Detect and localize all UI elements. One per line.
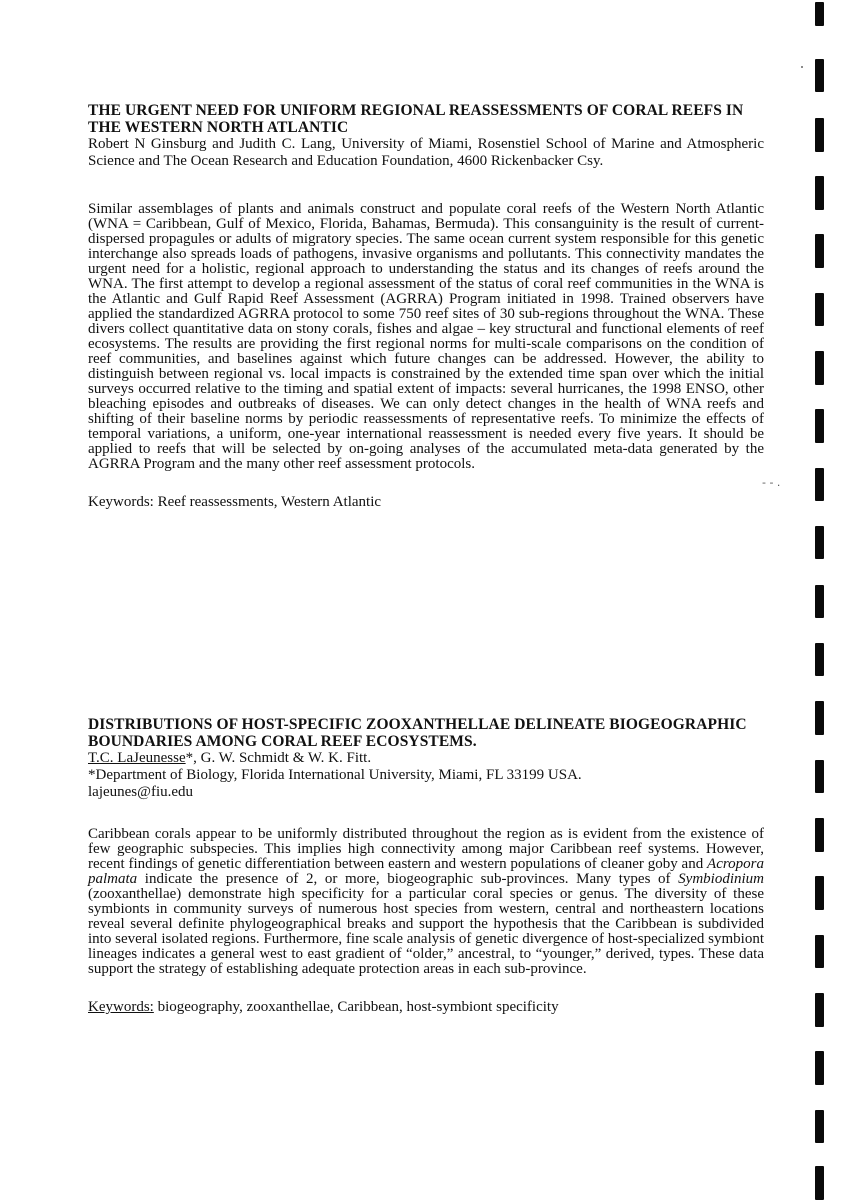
binding-bar <box>815 993 824 1027</box>
abstract-zooxanthellae <box>88 716 764 1016</box>
body-segment: Caribbean corals appear to be uniformly distributed throughout the region as is evident from the existence of few geographic subspecies. This implies high connectivity among major Caribbean reef systems. However, recent findings of genetic differentiation between eastern and western populations of cleaner goby and <box>88 826 764 872</box>
binding-bar <box>815 293 824 326</box>
binding-bar <box>815 176 824 210</box>
keywords-label: Keywords: <box>88 999 154 1015</box>
binding-bar <box>815 818 824 852</box>
scan-speck <box>801 66 803 68</box>
binding-marks <box>815 0 829 1200</box>
binding-bar <box>815 409 824 443</box>
binding-bar <box>815 526 824 559</box>
abstract-title: THE URGENT NEED FOR UNIFORM REGIONAL REASSESSMENTS OF CORAL REEFS IN THE WESTERN NORTH ATLANTIC <box>88 102 744 136</box>
body-segment: indicate the presence of 2, or more, biogeographic sub-provinces. Many types of <box>137 871 679 887</box>
abstract-keywords <box>88 999 764 1016</box>
binding-bar <box>815 585 824 618</box>
abstract-reef-reassessments <box>88 102 764 511</box>
abstract-authors <box>88 750 764 767</box>
binding-bar <box>815 1166 824 1200</box>
keywords-label: Keywords: <box>88 494 154 510</box>
keywords-text: Reef reassessments, Western Atlantic <box>157 494 382 510</box>
abstract-body <box>88 827 764 977</box>
binding-bar <box>815 2 824 26</box>
binding-bar <box>815 118 824 152</box>
abstract-title: DISTRIBUTIONS OF HOST-SPECIFIC ZOOXANTHELLAE DELINEATE BIOGEOGRAPHIC BOUNDARIES AMONG CORAL REEF ECOSYSTEMS. <box>88 716 747 750</box>
abstract-email: lajeunes@fiu.edu <box>88 784 194 800</box>
binding-bar <box>815 59 824 92</box>
body-segment: (zooxanthellae) demonstrate high specificity for a particular coral species or genus. The diversity of these symbionts in community surveys of numerous host species from western, central and northeastern locations reveal several definite phylogeographical breaks and support the hypothesis that the Caribbean is subdivided into several isolated regions. Furthermore, fine scale analysis of genetic divergence of host-specialized symbiont lineages indicates a general west to east gradient of “older,” ancestral, to “younger,” derived, types. These data support the strategy of establishing adequate protection areas in each sub-province. <box>88 886 764 977</box>
genus-name-symbiodinium: Symbiodinium <box>678 871 764 887</box>
lead-author: T.C. LaJeunesse <box>88 750 186 766</box>
binding-bar <box>815 234 824 268</box>
keywords-text: biogeography, zooxanthellae, Caribbean, host-symbiont specificity <box>153 999 559 1015</box>
co-authors: *, G. W. Schmidt & W. K. Fitt. <box>185 750 372 766</box>
binding-bar <box>815 351 824 385</box>
binding-bar <box>815 876 824 910</box>
binding-bar <box>815 1051 824 1085</box>
margin-mark: - - . <box>762 476 781 489</box>
abstract-affiliation: *Department of Biology, Florida International University, Miami, FL 33199 USA. <box>88 767 582 783</box>
binding-bar <box>815 1110 824 1143</box>
abstract-authors: Robert N Ginsburg and Judith C. Lang, University of Miami, Rosenstiel School of Marine and Atmospheric Science and The Ocean Research and Education Foundation, 4600 Rickenbacker Csy. <box>88 136 764 169</box>
binding-bar <box>815 701 824 735</box>
binding-bar <box>815 468 824 501</box>
species-name-acropora: Acropora palmata <box>88 856 764 887</box>
binding-bar <box>815 935 824 968</box>
binding-bar <box>815 760 824 793</box>
binding-bar <box>815 643 824 676</box>
abstract-keywords <box>88 494 764 511</box>
abstract-body: Similar assemblages of plants and animals construct and populate coral reefs of the Western North Atlantic (WNA = Caribbean, Gulf of Mexico, Florida, Bahamas, Bermuda). This consanguinity is the result of current-dispersed propagules or adults of migratory species. The same ocean current system responsible for this genetic interchange also spreads loads of pathogens, invasive organisms and pollutants. This connectivity mandates the urgent need for a holistic, regional approach to understanding the status and its changes of reefs around the WNA. The first attempt to develop a regional assessment of the status of coral reef communities in the WNA is the Atlantic and Gulf Rapid Reef Assessment (AGRRA) Program initiated in 1998. Trained observers have applied the standardized AGRRA protocol to some 750 reef sites of 30 sub-regions throughout the WNA. These divers collect quantitative data on stony corals, fishes and algae – key structural and functional elements of reef ecosystems. The results are providing the first regional norms for multi-scale comparisons on the condition of reef communities, and baselines against which future changes can be addressed. However, the ability to distinguish between regional vs. local impacts is constrained by the extended time span over which the initial surveys occurred relative to the timing and spatial extent of impacts: several hurricanes, the 1998 ENSO, other bleaching episodes and outbreaks of diseases. We can only detect changes in the health of WNA reefs and shifting of their baseline norms by periodic reassessments of representative reefs. To minimize the effects of temporal variations, a uniform, one-year international reassessment is needed every five years. It should be applied to reefs that will be selected by on-going analyses of the accumulated meta-data generated by the AGRRA Program and the many other reef assessment protocols. <box>88 201 764 472</box>
